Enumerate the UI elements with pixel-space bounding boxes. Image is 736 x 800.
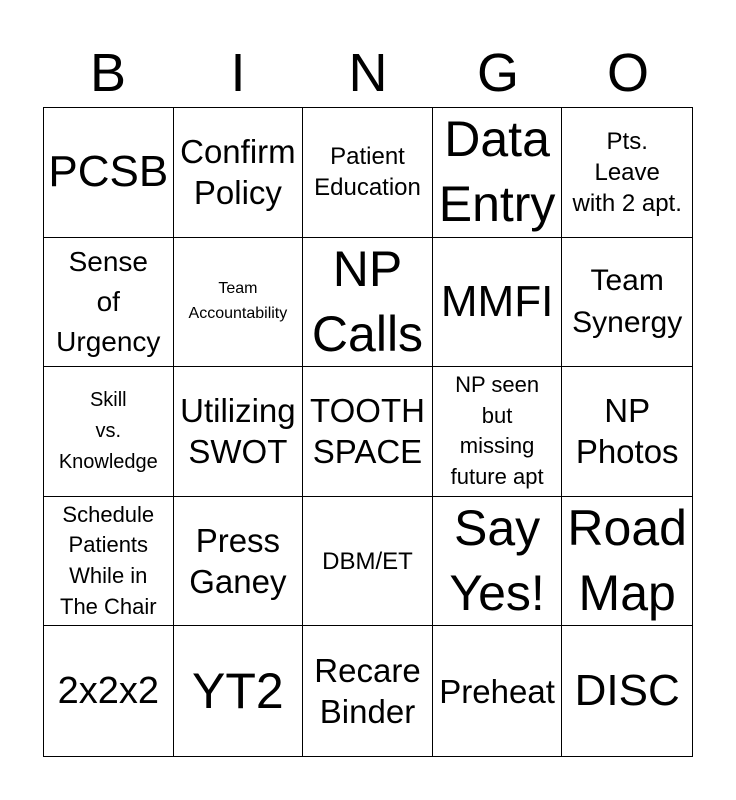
cell-text: NP Calls [311, 240, 424, 362]
header-letter-i: I [230, 43, 246, 103]
cell-text: Preheat [439, 672, 555, 710]
cell-text: YT2 [192, 662, 284, 719]
cell-text: PCSB [48, 147, 169, 197]
header-letter-g: G [476, 43, 519, 103]
bingo-cell[interactable] [44, 626, 174, 756]
bingo-cell[interactable] [174, 108, 304, 238]
bingo-cell[interactable] [44, 108, 174, 238]
bingo-cell[interactable] [303, 367, 433, 497]
cell-text: Recare Binder [314, 651, 421, 731]
cell-text: NP Photos [575, 392, 679, 471]
cell-text: Team Synergy [572, 263, 683, 339]
cell-text: Confirm Policy [180, 133, 296, 212]
cell-text: Sense of Urgency [56, 246, 161, 357]
header-letter-n: N [348, 43, 388, 103]
bingo-cell[interactable] [303, 238, 433, 368]
cell-text: Utilizing SWOT [180, 392, 296, 471]
bingo-cell[interactable] [562, 497, 692, 627]
cell-text: NP seen but missing future apt [450, 371, 544, 490]
bingo-cell[interactable] [174, 626, 304, 756]
bingo-cell[interactable] [562, 238, 692, 368]
cell-text: DISC [574, 666, 680, 716]
bingo-cell[interactable] [433, 367, 563, 497]
bingo-board [43, 107, 693, 757]
header-letter-b: B [89, 43, 127, 103]
cell-text: Press Ganey [189, 521, 287, 601]
bingo-cell[interactable] [433, 626, 563, 756]
bingo-cell[interactable] [44, 497, 174, 627]
cell-text: Schedule Patients While in The Chair [60, 501, 157, 619]
bingo-cell[interactable] [433, 238, 563, 368]
cell-text: DBM/ET [322, 547, 413, 575]
bingo-cell[interactable] [44, 367, 174, 497]
cell-text: Say Yes! [449, 500, 545, 622]
cell-text: 2x2x2 [57, 670, 159, 713]
bingo-cell[interactable] [174, 497, 304, 627]
bingo-cell[interactable] [562, 367, 692, 497]
bingo-cell[interactable] [174, 238, 304, 368]
bingo-cell[interactable] [562, 626, 692, 756]
cell-text: Pts. Leave with 2 apt. [572, 127, 682, 217]
bingo-cell[interactable] [562, 108, 692, 238]
bingo-cell[interactable] [303, 497, 433, 627]
cell-text: Data Entry [438, 111, 556, 233]
bingo-cell[interactable] [303, 626, 433, 756]
bingo-cell[interactable] [44, 238, 174, 368]
cell-text: Road Map [567, 500, 687, 622]
cell-text: Patient Education [314, 143, 421, 202]
bingo-cell[interactable] [174, 367, 304, 497]
cell-text: MMFI [440, 276, 554, 326]
bingo-header [43, 40, 693, 106]
cell-text: TOOTH SPACE [310, 392, 425, 471]
cell-text: Team Accountability [188, 280, 288, 322]
cell-text: Skill vs. Knowledge [58, 388, 158, 473]
bingo-cell[interactable] [303, 108, 433, 238]
header-letter-o: O [606, 43, 649, 103]
bingo-cell[interactable] [433, 108, 563, 238]
bingo-cell[interactable] [433, 497, 563, 627]
